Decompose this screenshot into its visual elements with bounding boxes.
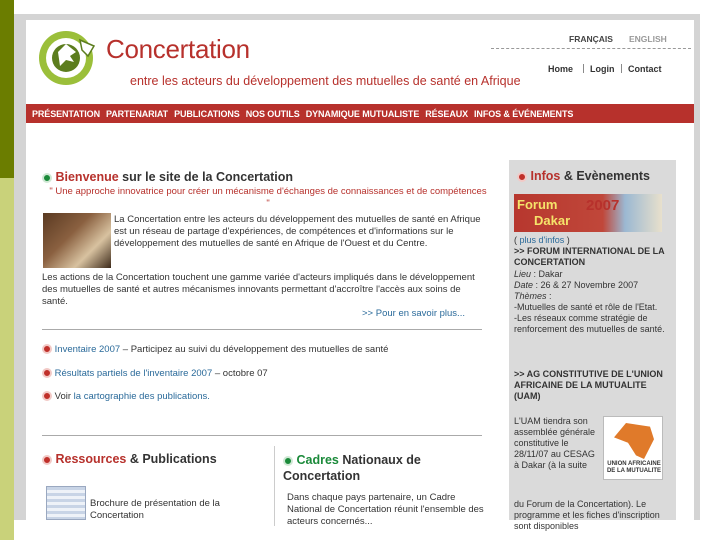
forum-banner-city: Dakar: [534, 213, 571, 228]
resources-heading: [42, 452, 217, 466]
web-page: [26, 20, 694, 531]
partial-results-link[interactable]: Résultats partiels de l'inventaire 2007: [54, 368, 213, 379]
welcome-quote: " Une approche innovatrice pour créer un mécanisme d'échanges de connaissances et de compétences ": [49, 186, 487, 209]
ag-body-continued: du Forum de la Concertation). Le programme et les fiches d'inscription sont disponibles: [514, 499, 660, 531]
meeting-photo: [43, 213, 111, 268]
site-header: [26, 20, 694, 108]
label-themes: Thèmes: [514, 291, 547, 301]
welcome-heading-rest: sur le site de la Concertation: [118, 170, 294, 184]
forum-banner[interactable]: [514, 194, 662, 232]
label-date: Date: [514, 280, 534, 290]
actions-paragraph: Les actions de la Concertation touchent une gamme variée d'acteurs impliqués dans le développement des mutuelles de santé et autres mécanismes innovants permettant d'accroître l'accès aux soins de santé.: [42, 272, 475, 307]
intro-paragraph: La Concertation entre les acteurs du développement des mutuelles de santé en Afrique est un réseau de partage d'expériences, de compétences et d'informations sur le développement des mutuelles de santé en Afrique de l'Ouest et du Centre.: [114, 214, 481, 249]
more-info-row: [514, 235, 669, 246]
cadres-heading-rest: Nationaux de Concertation: [283, 453, 421, 483]
inventory-row: [42, 344, 388, 355]
nav-infos-evenements[interactable]: INFOS & ÉVÉNEMENTS: [474, 108, 574, 119]
cadres-heading-highlight: Cadres: [296, 453, 339, 467]
nav-reseaux[interactable]: RÉSEAUX: [425, 108, 469, 119]
ag-body: L'UAM tiendra son assemblée générale constitutive le 28/11/07 au CESAG à Dakar (à la suite: [514, 416, 596, 470]
nav-publications[interactable]: PUBLICATIONS: [174, 108, 240, 119]
paren-open: (: [514, 235, 520, 245]
welcome-heading-highlight: Bienvenue: [55, 170, 119, 184]
lang-divider: [491, 48, 691, 49]
forum-details: [514, 269, 669, 335]
cadres-paragraph: Dans chaque pays partenaire, un Cadre National de Concertation réunit l'ensemble des acteurs concernés...: [287, 492, 484, 527]
ag-title[interactable]: >> AG CONSTITUTIVE DE L'UNION AFRICAINE DE LA MUTUALITE (UAM): [514, 369, 663, 401]
column-divider: [274, 446, 275, 526]
nav-dynamique-mutualiste[interactable]: DYNAMIQUE MUTUALISTE: [305, 108, 420, 119]
ua-logo-text: UNION AFRICAINE DE LA MUTUALITE: [606, 461, 662, 474]
bullet-icon: [42, 455, 52, 465]
more-info-link[interactable]: plus d'infos: [519, 235, 565, 245]
cadres-heading: [283, 452, 483, 484]
sidebar-heading-highlight: Infos: [530, 169, 561, 183]
bullet-icon: [42, 344, 52, 354]
africa-shape-icon: [614, 423, 654, 459]
sidebar-heading-rest: & Evènements: [560, 169, 650, 183]
nav-partenariat[interactable]: PARTENARIAT: [105, 108, 169, 119]
divider: [42, 329, 482, 330]
theme-1: -Mutuelles de santé et rôle de l'Etat.: [514, 302, 658, 312]
nav-presentation[interactable]: PRÉSENTATION: [32, 108, 100, 119]
brochure-thumbnail[interactable]: [46, 486, 86, 520]
forum-banner-word: Forum: [517, 197, 558, 212]
welcome-heading: [42, 170, 293, 184]
cartography-row: [42, 391, 210, 402]
browser-viewport: [14, 14, 700, 531]
inventory-2007-text: – Participez au suivi du développement des mutuelles de santé: [120, 344, 389, 355]
contact-link[interactable]: Contact: [628, 64, 662, 74]
learn-more-link[interactable]: >> Pour en savoir plus...: [362, 308, 465, 319]
resources-heading-highlight: Ressources: [55, 452, 127, 466]
nav-outils[interactable]: NOS OUTILS: [245, 108, 300, 119]
lang-french-link[interactable]: FRANÇAIS: [569, 34, 613, 44]
brochure-link[interactable]: Brochure de présentation de la Concertation: [90, 498, 220, 521]
topnav-divider: |: [620, 64, 624, 74]
slide-accent-bar-top: [0, 0, 14, 178]
inventory-2007-link[interactable]: Inventaire 2007: [54, 344, 121, 355]
topnav-divider: |: [582, 64, 586, 74]
login-link[interactable]: Login: [590, 64, 615, 74]
bullet-icon: [42, 368, 52, 378]
value-lieu: : Dakar: [531, 269, 563, 279]
forum-banner-year: 2007: [586, 197, 620, 214]
slide-accent-bar-bottom: [0, 178, 14, 540]
resources-heading-rest: & Publications: [126, 452, 217, 466]
cartography-prefix: Voir: [54, 391, 74, 402]
partial-results-row: [42, 368, 268, 379]
bullet-icon: [42, 391, 52, 401]
value-date: : 26 & 27 Novembre 2007: [533, 280, 639, 290]
union-africaine-logo-icon[interactable]: [603, 416, 663, 480]
cartography-link[interactable]: la cartographie des publications.: [73, 391, 210, 402]
bullet-icon: [517, 172, 527, 182]
forum-title[interactable]: >> FORUM INTERNATIONAL DE LA CONCERTATION: [514, 246, 665, 267]
paren-close: ): [564, 235, 570, 245]
home-link[interactable]: Home: [548, 64, 574, 74]
theme-2: -Les réseaux comme stratégie de renforcement des mutuelles de santé.: [514, 313, 665, 334]
brand-title: Concertation: [106, 34, 250, 64]
label-lieu: Lieu: [514, 269, 532, 279]
infos-sidebar: [509, 160, 676, 531]
concertation-logo-icon[interactable]: [36, 26, 100, 90]
bullet-icon: [283, 456, 293, 466]
sidebar-heading: [517, 169, 650, 183]
divider: [42, 435, 482, 436]
partial-results-date: – octobre 07: [212, 368, 268, 379]
lang-english-link[interactable]: ENGLISH: [629, 34, 667, 44]
brand-subtitle: entre les acteurs du développement des mutuelles de santé en Afrique: [130, 74, 521, 88]
value-themes: :: [546, 291, 552, 301]
bullet-icon: [42, 173, 52, 183]
main-navigation: [26, 104, 694, 123]
